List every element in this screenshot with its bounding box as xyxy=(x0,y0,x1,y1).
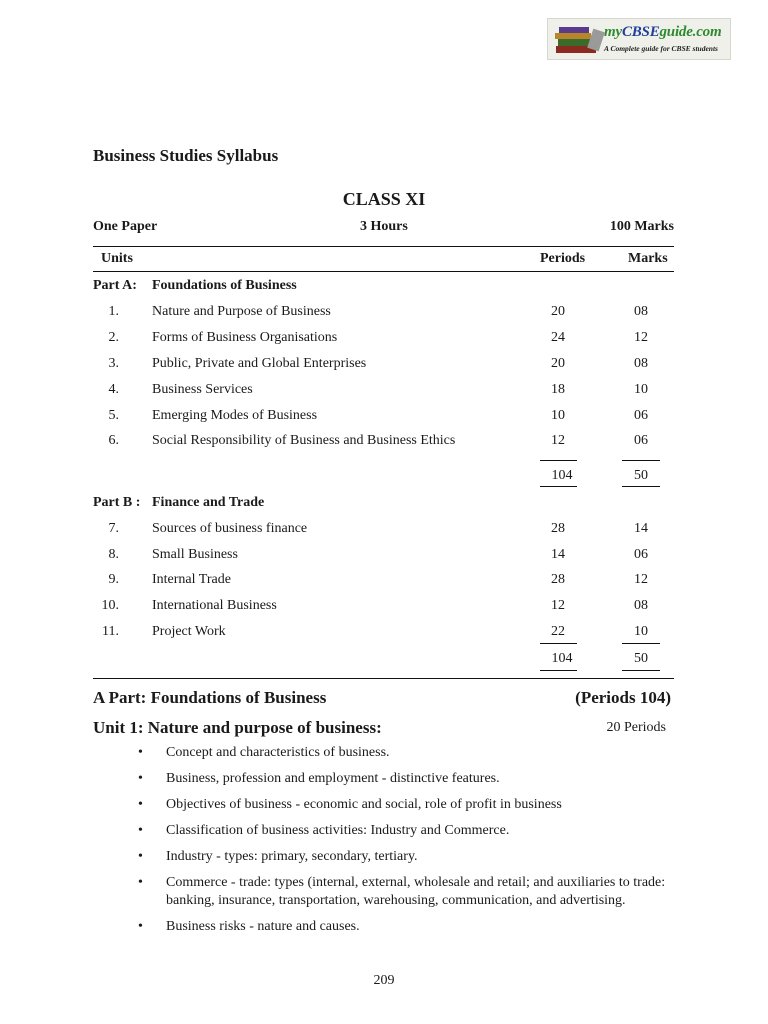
site-logo xyxy=(547,18,731,60)
total-rule xyxy=(622,486,660,487)
unit-periods: 24 xyxy=(551,330,565,345)
logo-tagline: A Complete guide for CBSE students xyxy=(604,44,718,53)
unit-number: 10. xyxy=(101,598,119,613)
unit-number: 6. xyxy=(108,433,119,448)
unit-name: Internal Trade xyxy=(152,572,231,587)
unit-periods: 28 xyxy=(551,521,565,536)
unit-name: Forms of Business Organisations xyxy=(152,330,338,345)
part-a-total-marks: 50 xyxy=(634,468,648,483)
table-row xyxy=(93,304,674,330)
table-row xyxy=(93,572,674,598)
unit-number: 5. xyxy=(108,408,119,423)
paper-label: One Paper xyxy=(93,219,158,234)
unit-number: 3. xyxy=(108,356,119,371)
duration-label: 3 Hours xyxy=(360,219,408,234)
unit-number: 11. xyxy=(102,624,119,639)
unit-periods: 28 xyxy=(551,572,565,587)
list-item: • Industry - types: primary, secondary, tertiary. xyxy=(138,848,678,866)
table-row xyxy=(93,382,674,408)
table-row xyxy=(93,433,674,459)
unit-marks: 10 xyxy=(634,624,648,639)
unit-marks: 08 xyxy=(634,598,648,613)
unit-marks: 12 xyxy=(634,572,648,587)
unit-name: Public, Private and Global Enterprises xyxy=(152,356,367,371)
books-icon xyxy=(554,24,606,56)
unit-name: Project Work xyxy=(152,624,226,639)
table-header-rule xyxy=(93,271,674,272)
marks-label: 100 Marks xyxy=(609,219,674,234)
unit-periods: 22 xyxy=(551,624,565,639)
list-item: • Objectives of business - economic and social, role of profit in business xyxy=(138,796,678,814)
unit-periods: 14 xyxy=(551,547,565,562)
list-item: • Commerce - trade: types (internal, external, wholesale and retail; and auxiliaries to trade: banking, insurance, transportation, warehousing, communication, and advertising. xyxy=(138,874,678,910)
part-a-total-periods: 104 xyxy=(551,468,573,483)
unit-periods: 20 xyxy=(551,356,565,371)
unit-1-periods: 20 Periods xyxy=(606,720,666,735)
unit-periods: 10 xyxy=(551,408,565,423)
list-item: • Business risks - nature and causes. xyxy=(138,918,678,936)
unit-name: Sources of business finance xyxy=(152,521,308,536)
table-row xyxy=(93,547,674,573)
part-b-total-marks: 50 xyxy=(634,651,648,666)
unit-number: 4. xyxy=(108,382,119,397)
unit-number: 8. xyxy=(108,547,119,562)
unit-marks: 10 xyxy=(634,382,648,397)
unit-1-topics xyxy=(138,744,678,944)
unit-marks: 12 xyxy=(634,330,648,345)
table-row xyxy=(93,408,674,434)
unit-name: Nature and Purpose of Business xyxy=(152,304,331,319)
unit-1-title: Unit 1: Nature and purpose of business: xyxy=(93,718,382,737)
table-bottom-rule xyxy=(93,678,674,679)
unit-periods: 20 xyxy=(551,304,565,319)
unit-number: 1. xyxy=(108,304,119,319)
unit-marks: 08 xyxy=(634,356,648,371)
part-b-total-periods: 104 xyxy=(551,651,573,666)
subtotal-rule xyxy=(622,643,660,644)
unit-name: Emerging Modes of Business xyxy=(152,408,318,423)
class-title: CLASS XI xyxy=(342,189,426,209)
page-number: 209 xyxy=(373,973,395,988)
list-item: • Business, profession and employment - distinctive features. xyxy=(138,770,678,788)
unit-name: International Business xyxy=(152,598,277,613)
unit-marks: 08 xyxy=(634,304,648,319)
unit-name: Small Business xyxy=(152,547,238,562)
part-a-prefix: Part A: xyxy=(93,278,137,293)
list-item: • Classification of business activities: Industry and Commerce. xyxy=(138,822,678,840)
units-header: Units xyxy=(101,251,133,266)
unit-marks: 14 xyxy=(634,521,648,536)
unit-periods: 18 xyxy=(551,382,565,397)
unit-marks: 06 xyxy=(634,547,648,562)
subtotal-rule xyxy=(622,460,660,461)
unit-periods: 12 xyxy=(551,598,565,613)
table-row xyxy=(93,624,674,650)
unit-periods: 12 xyxy=(551,433,565,448)
periods-header: Periods xyxy=(540,251,586,266)
section-title: A Part: Foundations of Business xyxy=(93,688,327,707)
table-row xyxy=(93,330,674,356)
total-rule xyxy=(622,670,660,671)
table-row xyxy=(93,356,674,382)
table-row xyxy=(93,521,674,547)
unit-name: Business Services xyxy=(152,382,253,397)
table-row xyxy=(93,598,674,624)
list-item: • Concept and characteristics of business. xyxy=(138,744,678,762)
table-top-rule xyxy=(93,246,674,247)
marks-header: Marks xyxy=(628,251,668,266)
unit-marks: 06 xyxy=(634,408,648,423)
document-title: Business Studies Syllabus xyxy=(93,146,279,165)
unit-name: Social Responsibility of Business and Business Ethics xyxy=(152,433,456,448)
unit-number: 2. xyxy=(108,330,119,345)
part-a-title: Foundations of Business xyxy=(152,278,297,293)
logo-site-name: myCBSEguide.com xyxy=(604,24,722,40)
subtotal-rule xyxy=(540,460,577,461)
unit-marks: 06 xyxy=(634,433,648,448)
part-b-title: Finance and Trade xyxy=(152,495,265,510)
total-rule xyxy=(540,670,577,671)
part-b-prefix: Part B : xyxy=(93,495,141,510)
unit-number: 9. xyxy=(108,572,119,587)
subtotal-rule xyxy=(540,643,577,644)
section-periods: (Periods 104) xyxy=(575,688,671,707)
total-rule xyxy=(540,486,577,487)
unit-number: 7. xyxy=(108,521,119,536)
